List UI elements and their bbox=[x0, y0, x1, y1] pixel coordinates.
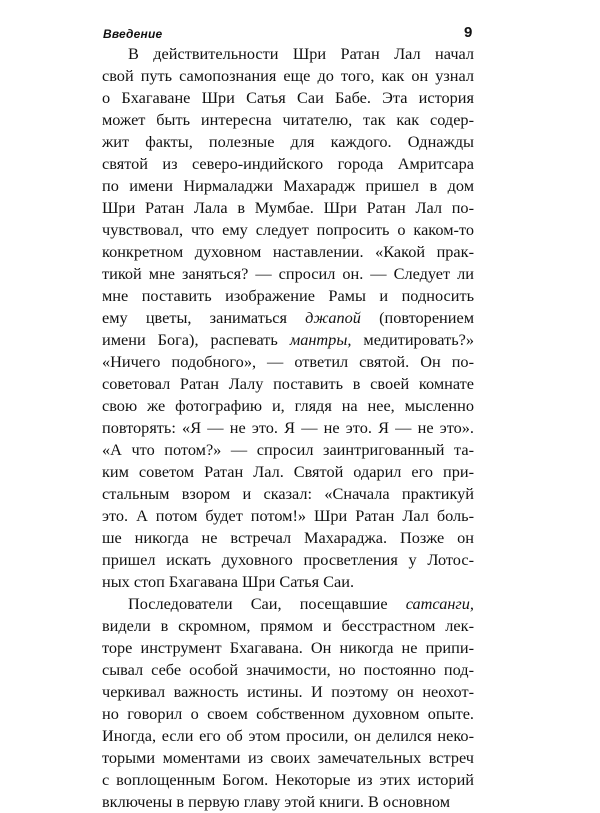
text-line bbox=[102, 571, 474, 593]
text-line bbox=[102, 285, 474, 307]
text-segment: сывал себе особой значимости, но постоянно под- bbox=[102, 660, 474, 679]
text-line bbox=[102, 307, 474, 329]
page-number: 9 bbox=[464, 24, 473, 41]
text-line bbox=[102, 659, 474, 681]
text-line bbox=[102, 65, 474, 87]
italic-term: сатсанги, bbox=[405, 594, 474, 613]
text-line bbox=[102, 241, 474, 263]
text-line bbox=[102, 263, 474, 285]
text-line bbox=[102, 109, 474, 131]
text-line bbox=[102, 131, 474, 153]
text-segment: «А что потом?» — спросил заинтригованный та- bbox=[102, 440, 474, 459]
text-segment: пришел искать духовного просветления у Лотос- bbox=[102, 550, 474, 569]
italic-term: джапой bbox=[305, 308, 361, 327]
text-segment: ше никогда не встречал Махараджа. Позже он bbox=[102, 528, 474, 547]
text-line bbox=[102, 769, 474, 791]
text-line bbox=[102, 153, 474, 175]
text-line bbox=[102, 417, 474, 439]
text-segment: может быть интересна читателю, так как содер- bbox=[102, 110, 474, 129]
text-segment: советовал Ратан Лалу поставить в своей комнате bbox=[102, 374, 474, 393]
text-segment: жит факты, полезные для каждого. Однажды bbox=[102, 132, 474, 151]
text-segment: тикой мне заняться? — спросил он. — Следует ли bbox=[102, 264, 474, 283]
text-line bbox=[102, 483, 474, 505]
text-segment: с воплощенным Богом. Некоторые из этих историй bbox=[102, 770, 474, 789]
text-segment: чувствовал, что ему следует попросить о каком-то bbox=[102, 220, 474, 239]
text-segment: конкретном духовном наставлении. «Какой прак- bbox=[102, 242, 474, 261]
text-line bbox=[102, 439, 474, 461]
text-line bbox=[102, 593, 474, 615]
text-segment: Шри Ратан Лала в Мумбае. Шри Ратан Лал по- bbox=[102, 198, 474, 217]
text-segment: В действительности Шри Ратан Лал начал bbox=[128, 44, 474, 63]
text-segment: Последователи Саи, посещавшие bbox=[128, 594, 406, 613]
text-segment: «Ничего подобного», — ответил святой. Он по- bbox=[102, 352, 474, 371]
text-segment: о Бхагаване Шри Сатья Саи Бабе. Эта история bbox=[102, 88, 474, 107]
text-segment: повторять: «Я — не это. Я — не это. Я — не это». bbox=[102, 418, 474, 437]
text-line bbox=[102, 747, 474, 769]
paragraph bbox=[102, 593, 474, 813]
text-line bbox=[102, 615, 474, 637]
text-segment: но говорил о своем собственном духовном опыте. bbox=[102, 704, 474, 723]
text-segment: это. А потом будет потом!» Шри Ратан Лал боль- bbox=[102, 506, 474, 525]
text-segment: черкивал важность истины. И поэтому он неохот- bbox=[102, 682, 474, 701]
paragraph bbox=[102, 43, 474, 593]
italic-term: мантры, bbox=[289, 330, 352, 349]
text-line bbox=[102, 373, 474, 395]
text-segment: медитировать?» bbox=[351, 330, 474, 349]
text-segment: стальным взором и сказал: «Сначала практикуй bbox=[102, 484, 474, 503]
text-line bbox=[102, 197, 474, 219]
text-segment: включены в первую главу этой книги. В основном bbox=[102, 792, 451, 811]
text-line bbox=[102, 87, 474, 109]
text-line bbox=[102, 527, 474, 549]
text-line bbox=[102, 703, 474, 725]
text-line bbox=[102, 175, 474, 197]
text-segment: ему цветы, заниматься bbox=[102, 308, 306, 327]
running-head: Введение bbox=[103, 27, 163, 41]
text-line bbox=[102, 637, 474, 659]
text-line bbox=[102, 725, 474, 747]
text-segment: свой путь самопознания еще до того, как он узнал bbox=[102, 66, 474, 85]
text-segment: имени Бога), распевать bbox=[102, 330, 290, 349]
text-line bbox=[102, 351, 474, 373]
text-line bbox=[102, 395, 474, 417]
body-text bbox=[102, 43, 474, 813]
text-segment: Иногда, если его об этом просили, он делился неко- bbox=[102, 726, 474, 745]
text-segment: торе инструмент Бхагавана. Он никогда не припи- bbox=[102, 638, 474, 657]
text-segment: торыми моментами из своих замечательных встреч bbox=[102, 748, 474, 767]
text-line bbox=[102, 549, 474, 571]
text-line bbox=[102, 505, 474, 527]
text-segment: мне поставить изображение Рамы и подносить bbox=[102, 286, 474, 305]
text-line bbox=[102, 791, 474, 813]
text-line bbox=[102, 461, 474, 483]
text-line bbox=[102, 681, 474, 703]
text-segment: ных стоп Бхагавана Шри Сатья Саи. bbox=[102, 572, 355, 591]
text-segment: (повторением bbox=[360, 308, 474, 327]
text-segment: свою же фотографию и, глядя на нее, мысленно bbox=[102, 396, 474, 415]
text-segment: ким советом Ратан Лал. Святой одарил его при- bbox=[102, 462, 474, 481]
text-segment: по имени Нирмаладжи Махарадж пришел в дом bbox=[102, 176, 474, 195]
text-line bbox=[102, 43, 474, 65]
text-segment: святой из северо-индийского города Амритсара bbox=[102, 154, 474, 173]
text-line bbox=[102, 219, 474, 241]
text-segment: видели в скромном, прямом и бесстрастном лек- bbox=[102, 616, 474, 635]
text-line bbox=[102, 329, 474, 351]
